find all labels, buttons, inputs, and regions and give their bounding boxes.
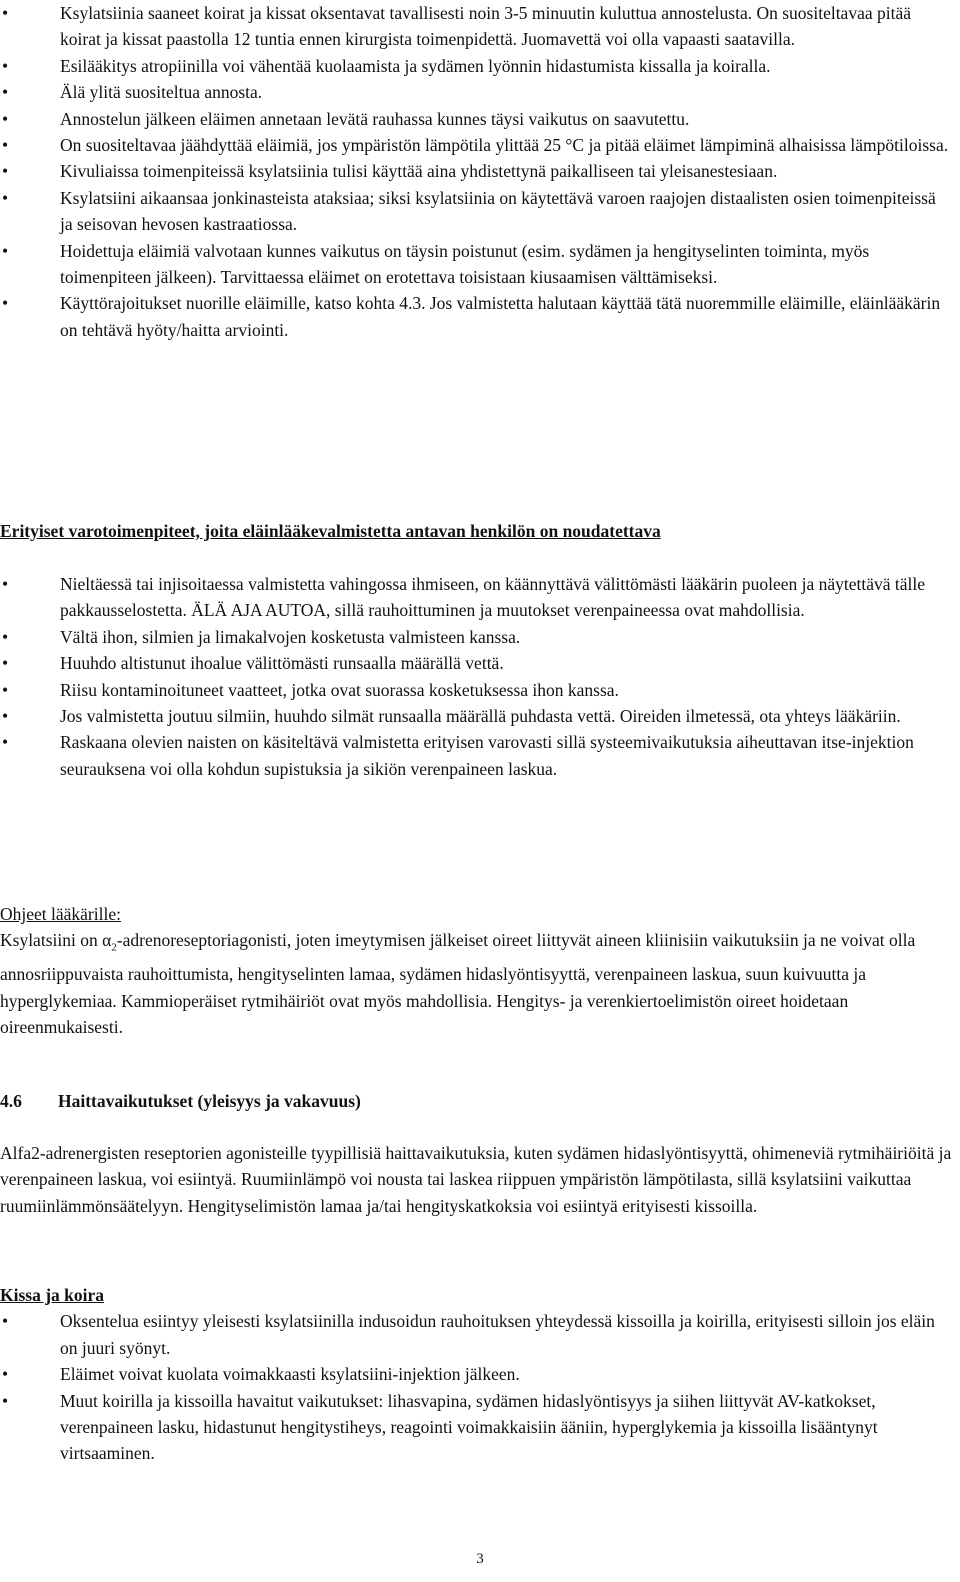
alpha-symbol: α [102,930,112,951]
doctors-instructions-title: Ohjeet lääkärille: [0,904,121,924]
special-precautions-heading-block [0,518,956,544]
special-precautions-section [0,571,956,782]
adverse-effects-intro-block [0,1140,956,1219]
cat-dog-list [0,1308,956,1466]
doctors-instructions [0,901,956,1041]
list-item: • Nieltäessä tai injisoitaessa valmistetta vahingossa ihmiseen, on käännyttävä välittömästi lääkärin puoleen ja näytettävä tälle pakkausselostetta. ÄLÄ AJA AUTOA, sillä rauhoittuminen ja muutokset verenpaineessa ovat mahdollisia. [0,571,956,624]
section-heading [0,1088,956,1114]
doctors-instructions-text [0,927,956,1040]
list-item: • Vältä ihon, silmien ja limakalvojen kosketusta valmisteen kanssa. [0,624,956,650]
cat-dog-section [0,1282,956,1467]
list-item: • Ksylatsiinia saaneet koirat ja kissat oksentavat tavallisesti noin 3-5 minuutin kuluttua annostelusta. On suositeltavaa pitää koirat ja kissat paastolla 12 tuntia ennen kirurgista toimenpidettä. Juomavettä voi olla vapaasti saatavilla. [0,0,956,53]
special-precautions-list [0,571,956,782]
doctors-text-start: Ksylatsiini on [0,930,103,951]
page-number: 3 [476,1551,484,1567]
list-item: • Huuhdo altistunut ihoalue välittömästi runsaalla määrällä vettä. [0,650,956,676]
list-item: • Annostelun jälkeen eläimen annetaan levätä rauhassa kunnes täysi vaikutus on saavutettu. [0,106,956,132]
cat-dog-title: Kissa ja koira [0,1285,105,1305]
list-item: • Oksentelua esiintyy yleisesti ksylatsiinilla indusoidun rauhoituksen yhteydessä kissoilla ja koirilla, erityisesti silloin jos eläin on juuri syönyt. [0,1308,956,1361]
adverse-effects-intro: Alfa2-adrenergisten reseptorien agonisteille tyypillisiä haittavaikutuksia, kuten sydämen hidaslyöntisyyttä, ohimeneviä rytmihäiriöitä ja verenpaineen laskua, voi esiintyä. Ruumiinlämpö voi nousta tai laskea riippuen ympäristön lämpötilasta, sillä ksylatsiini vaikuttaa ruumiinlämmönsäätelyyn. Hengityselimistön lamaa ja/tai hengityskatkoksia voi esiintyä erityisesti kissoilla. [0,1143,952,1216]
section-heading-block [0,1088,956,1114]
special-precautions-heading: Erityiset varotoimenpiteet, joita eläinlääkevalmistetta antavan henkilön on noudatettava [0,521,661,541]
list-item: • Kivuliaissa toimenpiteissä ksylatsiinia tulisi käyttää aina yhdistettynä paikalliseen tai yleisanestesiaan. [0,158,956,184]
section-number: 4.6 [0,1091,22,1111]
list-item: • Käyttörajoitukset nuorille eläimille, katso kohta 4.3. Jos valmistetta halutaan käyttää tätä nuoremmille eläimille, eläinlääkärin on tehtävä hyöty/haitta arviointi. [0,290,956,343]
alpha-subscript: 2 [111,941,117,954]
list-item: • Eläimet voivat kuolata voimakkaasti ksylatsiini-injektion jälkeen. [0,1361,956,1387]
list-item: • Ksylatsiini aikaansaa jonkinasteista ataksiaa; siksi ksylatsiinia on käytettävä varoen raajojen distaalisten osien toimenpiteissä ja seisovan hevosen kastraatiossa. [0,185,956,238]
list-item: • Esilääkitys atropiinilla voi vähentää kuolaamista ja sydämen lyönnin hidastumista kissalla ja koiralla. [0,53,956,79]
list-item: • Älä ylitä suositeltua annosta. [0,79,956,105]
doctors-text-end: -adrenoreseptoriagonisti, joten imeytymisen jälkeiset oireet liittyvät aineen kliinisiin vaikutuksiin ja ne voivat olla annosriippuvaista rauhoittumista, hengityselinten lamaa, sydämen hidaslyöntisyyttä, verenpaineen laskua, suun kuivuutta ja hyperglykemiaa. Kammioperäiset rytmihäiriöt ovat myös mahdollisia. Hengitys- ja verenkiertoelimistön oireet hoidetaan oireenmukaisesti. [0,930,916,1038]
list-item: • Riisu kontaminoituneet vaatteet, jotka ovat suorassa kosketuksessa ihon kanssa. [0,677,956,703]
list-item: • Muut koirilla ja kissoilla havaitut vaikutukset: lihasvapina, sydämen hidaslyöntisyys ja siihen liittyvät AV-katkokset, verenpaineen lasku, hidastunut hengitystiheys, reagointi voimakkaisiin ääniin, hyperglykemia ja kissoilla lisääntynyt virtsaaminen. [0,1388,956,1467]
precautions-list [0,0,956,343]
list-item: • On suositeltavaa jäähdyttää eläimiä, jos ympäristön lämpötila ylittää 25 °C ja pitää eläimet lämpiminä alhaisissa lämpötiloissa. [0,132,956,158]
list-item: • Hoidettuja eläimiä valvotaan kunnes vaikutus on täysin poistunut (esim. sydämen ja hengityselinten toiminta, myös toimenpiteen jälkeen). Tarvittaessa eläimet on erotettava toisistaan kiusaamisen välttämiseksi. [0,238,956,291]
section-title: Haittavaikutukset (yleisyys ja vakavuus) [58,1091,361,1111]
list-item: • Raskaana olevien naisten on käsiteltävä valmistetta erityisen varovasti sillä systeemivaikutuksia aiheuttavan itse-injektion seurauksena voi olla kohdun supistuksia ja sikiön verenpaineen laskua. [0,729,956,782]
precautions-section [0,0,956,343]
list-item: • Jos valmistetta joutuu silmiin, huuhdo silmät runsaalla määrällä puhdasta vettä. Oireiden ilmetessä, ota yhteys lääkäriin. [0,703,956,729]
